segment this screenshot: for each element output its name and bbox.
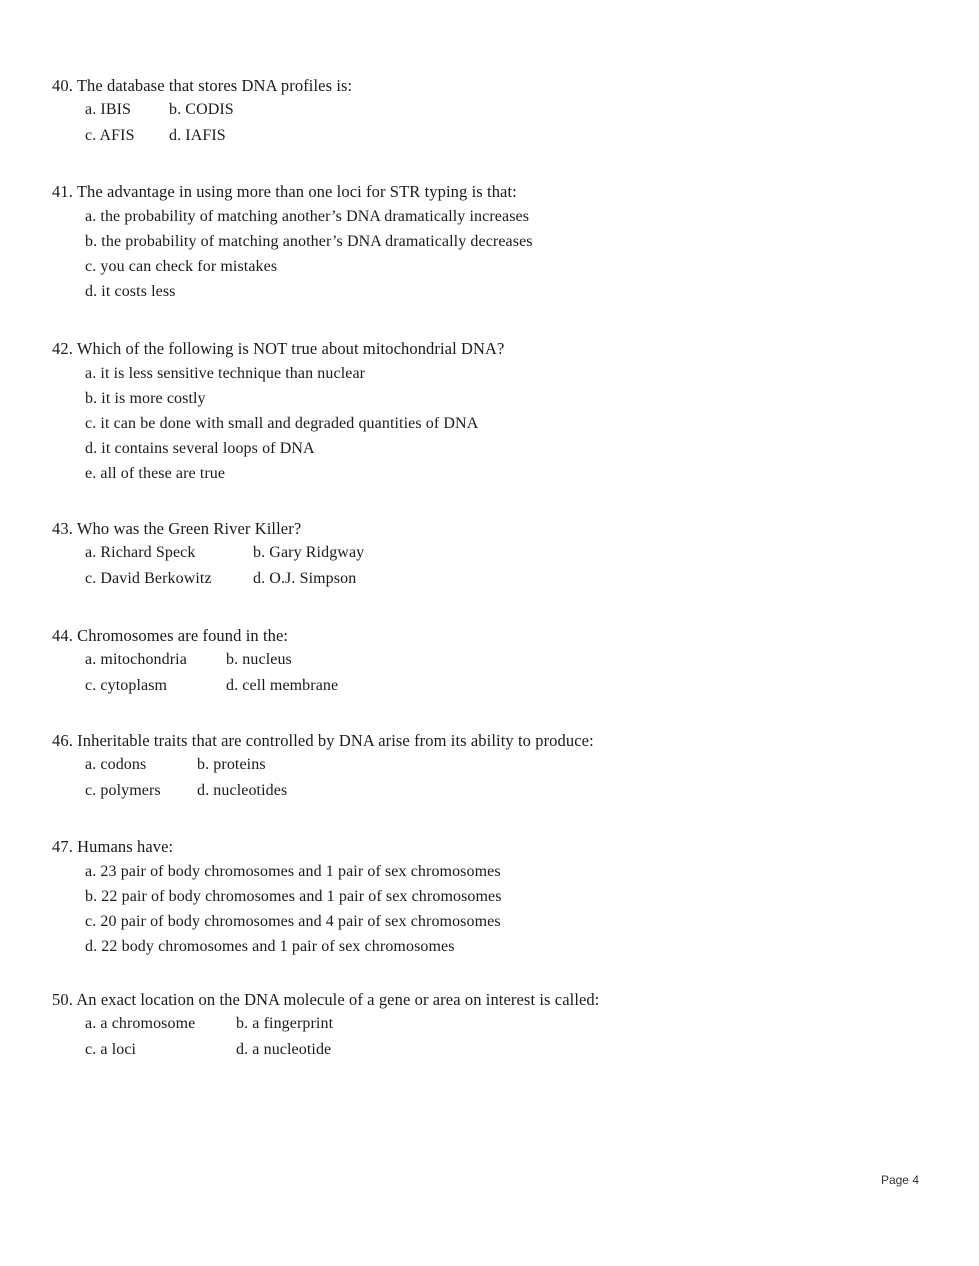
answer-options — [85, 859, 932, 959]
option-e: e. all of these are true — [85, 465, 226, 482]
option-a: a. the probability of matching another’s DNA dramatically increases — [85, 208, 530, 225]
option-d: d. IAFIS — [169, 126, 226, 144]
option-a: a. mitochondria — [85, 651, 187, 668]
option-b: b. a fingerprint — [236, 1015, 334, 1032]
option-d: d. cell membrane — [226, 676, 339, 694]
option-b: b. it is more costly — [85, 390, 206, 407]
option-c: c. AFIS — [85, 126, 135, 144]
question-44 — [52, 624, 932, 698]
option-b: b. Gary Ridgway — [253, 544, 365, 561]
question-stem: 47. Humans have: — [52, 837, 174, 856]
question-41 — [52, 180, 932, 304]
option-c: c. a loci — [85, 1040, 137, 1058]
option-c: c. polymers — [85, 781, 161, 799]
option-d: d. 22 body chromosomes and 1 pair of sex chromosomes — [85, 938, 455, 955]
question-stem: 41. The advantage in using more than one loci for STR typing is that: — [52, 182, 517, 201]
option-b: b. proteins — [197, 756, 266, 773]
question-46 — [52, 729, 932, 803]
page-number: Page 4 — [880, 1173, 919, 1187]
option-a: a. 23 pair of body chromosomes and 1 pair of sex chromosomes — [85, 863, 501, 880]
answer-options — [85, 753, 932, 803]
question-43 — [52, 517, 932, 591]
option-b: b. the probability of matching another’s DNA dramatically decreases — [85, 233, 533, 250]
option-a: a. IBIS — [85, 101, 132, 118]
option-c: c. you can check for mistakes — [85, 258, 278, 275]
option-c: c. David Berkowitz — [85, 569, 212, 587]
option-d: d. nucleotides — [197, 781, 288, 799]
question-stem: 40. The database that stores DNA profiles is: — [52, 76, 353, 95]
option-c: c. cytoplasm — [85, 676, 168, 694]
option-c: c. 20 pair of body chromosomes and 4 pair of sex chromosomes — [85, 913, 501, 930]
option-d: d. a nucleotide — [236, 1040, 332, 1058]
answer-options — [85, 1012, 932, 1062]
question-stem: 42. Which of the following is NOT true about mitochondrial DNA? — [52, 339, 505, 358]
answer-options — [85, 541, 932, 591]
answer-options — [85, 361, 932, 486]
question-47 — [52, 835, 932, 959]
question-stem: 46. Inheritable traits that are controlled by DNA arise from its ability to produce: — [52, 731, 594, 750]
question-42 — [52, 337, 932, 486]
option-a: a. a chromosome — [85, 1015, 196, 1032]
option-b: b. 22 pair of body chromosomes and 1 pair of sex chromosomes — [85, 888, 502, 905]
question-stem: 44. Chromosomes are found in the: — [52, 626, 289, 645]
question-stem: 50. An exact location on the DNA molecule of a gene or area on interest is called: — [52, 990, 600, 1009]
question-40 — [52, 74, 932, 148]
option-a: a. codons — [85, 756, 147, 773]
question-stem: 43. Who was the Green River Killer? — [52, 519, 302, 538]
option-a: a. Richard Speck — [85, 544, 196, 561]
answer-options — [85, 648, 932, 698]
option-b: b. nucleus — [226, 651, 292, 668]
answer-options — [85, 204, 932, 304]
option-b: b. CODIS — [169, 101, 234, 118]
option-c: c. it can be done with small and degraded quantities of DNA — [85, 415, 479, 432]
question-50 — [52, 988, 932, 1062]
answer-options — [85, 98, 932, 148]
option-d: d. it costs less — [85, 283, 176, 300]
option-a: a. it is less sensitive technique than nuclear — [85, 365, 366, 382]
option-d: d. O.J. Simpson — [253, 569, 357, 587]
option-d: d. it contains several loops of DNA — [85, 440, 315, 457]
